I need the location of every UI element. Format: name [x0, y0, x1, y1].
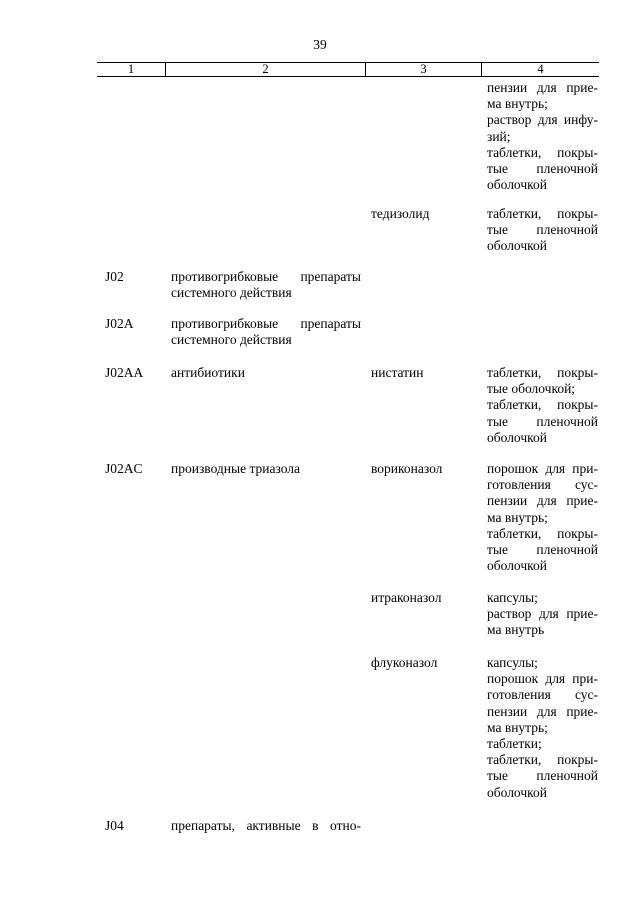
word: раствор — [487, 606, 532, 622]
word: прие- — [566, 606, 598, 622]
dosage-forms — [487, 590, 598, 639]
dosage-form-line — [487, 461, 598, 477]
word: тые — [487, 413, 508, 429]
word: порошок — [487, 461, 539, 476]
dosage-forms — [487, 206, 598, 255]
word: покры- — [557, 525, 598, 541]
dosage-form-line: таблетки; — [487, 736, 542, 752]
word: пензии — [487, 80, 528, 95]
word: раствор — [487, 112, 532, 128]
word: пензии — [487, 493, 528, 509]
word: покры- — [557, 144, 598, 160]
dosage-forms — [487, 365, 598, 446]
dosage-form-line — [487, 687, 598, 703]
group-name — [171, 316, 361, 348]
word: тые — [487, 161, 508, 177]
word: готовления — [487, 477, 551, 493]
page-number: 39 — [313, 37, 327, 52]
dosage-form-line: оболочкой — [487, 177, 547, 193]
dosage-form-line: ма внутрь; — [487, 719, 548, 735]
dosage-form-line: капсулы; — [487, 590, 538, 605]
drug-name: итраконазол — [371, 590, 442, 605]
word: противогрибковые — [171, 269, 279, 284]
word: порошок — [487, 671, 539, 687]
dosage-form-line: оболочкой — [487, 429, 547, 445]
dosage-form-line: капсулы; — [487, 655, 538, 670]
drug-name: флуконазол — [371, 655, 438, 670]
word: тые — [487, 542, 508, 558]
header-col-1: 1 — [127, 62, 135, 76]
atc-code: J02A — [105, 316, 134, 331]
group-name — [171, 365, 361, 381]
group-name — [171, 461, 361, 477]
drug-name: вориконазол — [371, 461, 443, 476]
dosage-form-line: ма внутрь; — [487, 509, 548, 525]
word: пленочной — [536, 768, 598, 784]
dosage-form-line — [487, 493, 598, 509]
dosage-form-line — [487, 606, 598, 622]
header-col-2: 2 — [262, 62, 269, 76]
dosage-form-line — [487, 206, 598, 222]
dosage-form-line — [487, 752, 598, 768]
word: пленочной — [536, 222, 598, 238]
dosage-form-line: ма внутрь; — [487, 96, 548, 112]
word: тые — [487, 222, 508, 238]
word: покры- — [557, 397, 598, 413]
word: препараты, — [171, 818, 235, 833]
group-line: производные триазола — [171, 461, 301, 476]
group-line — [171, 269, 361, 285]
dosage-form-line — [487, 477, 598, 493]
dosage-form-line: зий; — [487, 128, 511, 144]
word: препараты — [300, 269, 361, 284]
dosage-form-line — [487, 526, 598, 542]
dosage-forms — [487, 80, 598, 193]
dosage-form-line: оболочкой — [487, 784, 547, 800]
group-line: антибиотики — [171, 365, 245, 380]
dosage-form-line — [487, 80, 598, 96]
header-col-3: 3 — [420, 62, 427, 76]
header-col-4: 4 — [537, 62, 544, 76]
table-header — [97, 62, 599, 77]
word: таблетки, — [487, 365, 542, 380]
group-line — [171, 316, 361, 332]
dosage-form-line — [487, 112, 598, 128]
group-name — [171, 818, 361, 834]
word: для — [536, 80, 557, 95]
word: прие- — [566, 80, 598, 95]
dosage-form-line — [487, 145, 598, 161]
word: препараты — [300, 316, 361, 331]
dosage-forms — [487, 461, 598, 574]
group-line: системного действия — [171, 332, 292, 348]
word: в — [312, 818, 319, 833]
word: активные — [246, 818, 301, 833]
dosage-form-line — [487, 161, 598, 177]
word: прие- — [566, 703, 598, 719]
word: покры- — [557, 206, 598, 221]
dosage-form-line: ма внутрь — [487, 622, 545, 638]
word: пленочной — [536, 161, 598, 177]
word: таблетки, — [487, 144, 542, 160]
word: готовления — [487, 687, 551, 703]
dosage-form-line — [487, 704, 598, 720]
group-line: системного действия — [171, 285, 292, 301]
word: таблетки, — [487, 525, 542, 541]
word: покры- — [557, 752, 598, 768]
atc-code: J02AC — [105, 461, 143, 476]
atc-code: J02 — [105, 269, 124, 284]
dosage-form-line — [487, 365, 598, 381]
word: тые — [487, 768, 508, 784]
word: для — [545, 671, 566, 687]
dosage-form-line — [487, 542, 598, 558]
word: сус- — [574, 477, 598, 493]
dosage-form-line — [487, 768, 598, 784]
dosage-form-line: оболочкой — [487, 558, 547, 574]
group-name — [171, 269, 361, 301]
word: таблетки, — [487, 206, 542, 221]
atc-code: J04 — [105, 818, 124, 833]
word: покры- — [557, 365, 598, 380]
word: пензии — [487, 703, 528, 719]
dosage-form-line — [487, 671, 598, 687]
word: прие- — [566, 493, 598, 509]
dosage-form-line: оболочкой — [487, 238, 547, 254]
dosage-form-line — [487, 414, 598, 430]
word: при- — [572, 461, 598, 476]
dosage-form-line: тые оболочкой; — [487, 381, 576, 397]
word: для — [538, 606, 559, 622]
word: для — [536, 703, 557, 719]
word: пленочной — [536, 413, 598, 429]
dosage-forms — [487, 655, 598, 801]
word: инфу- — [563, 112, 598, 128]
drug-name: тедизолид — [371, 206, 430, 221]
word: при- — [572, 671, 598, 687]
dosage-form-line — [487, 397, 598, 413]
word: сус- — [574, 687, 598, 703]
word: для — [537, 112, 558, 128]
drug-name: нистатин — [371, 365, 424, 380]
word: для — [536, 493, 557, 509]
word: таблетки, — [487, 752, 542, 768]
word: для — [545, 461, 566, 476]
dosage-form-line — [487, 222, 598, 238]
group-line — [171, 818, 361, 834]
word: таблетки, — [487, 397, 542, 413]
word: противогрибковые — [171, 316, 279, 331]
atc-code: J02AA — [105, 365, 144, 380]
word: отно- — [330, 818, 361, 833]
word: пленочной — [536, 542, 598, 558]
